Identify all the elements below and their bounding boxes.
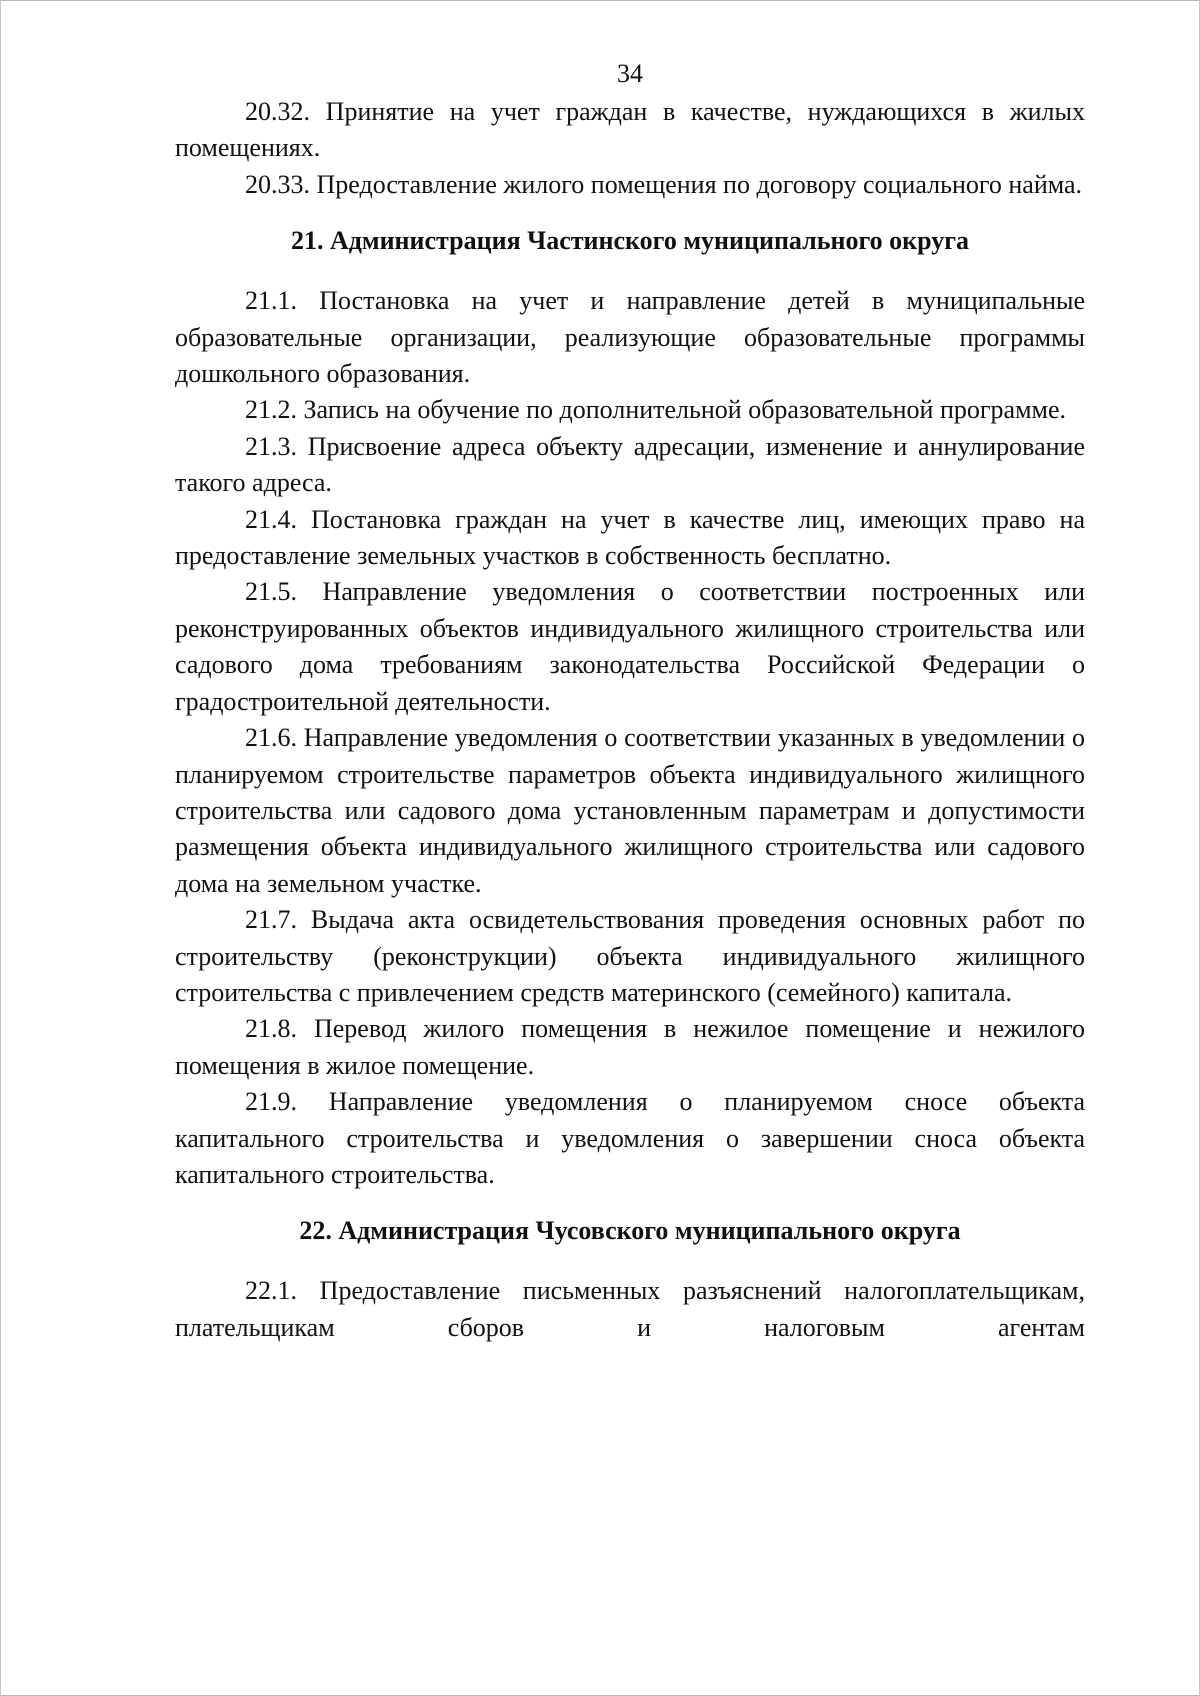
paragraph-21-5: 21.5. Направление уведомления о соответствии построенных или реконструированных объектов индивидуального жилищного строительства или садового дома требованиям законодательства Российской Федерации о градостроительной деятельности. bbox=[175, 577, 1085, 716]
paragraph-21-2: 21.2. Запись на обучение по дополнительной образовательной программе. bbox=[245, 395, 1067, 425]
paragraph-21-6: 21.6. Направление уведомления о соответствии указанных в уведомлении о планируемом строительстве параметров объекта индивидуального жилищного строительства или садового дома установленным параметрам и допустимости размещения объекта индивидуального жилищного строительства или садового дома на земельном участке. bbox=[175, 723, 1085, 898]
section-22-heading: 22. Администрация Чусовского муниципального округа bbox=[299, 1216, 961, 1246]
section-21-heading: 21. Администрация Частинского муниципального округа bbox=[290, 226, 970, 256]
paragraph-21-4: 21.4. Постановка граждан на учет в качестве лиц, имеющих право на предоставление земельных участков в собственность бесплатно. bbox=[175, 504, 1085, 571]
paragraph-21-8: 21.8. Перевод жилого помещения в нежилое помещение и нежилого помещения в жилое помещение. bbox=[175, 1014, 1085, 1080]
paragraph-21-1: 21.1. Постановка на учет и направление детей в муниципальные образовательные организации, реализующие образовательные программы дошкольного образования. bbox=[175, 286, 1085, 389]
paragraph-21-9: 21.9. Направление уведомления о планируемом сносе объекта капитального строительства и уведомления о завершении сноса объекта капитального строительства. bbox=[175, 1087, 1085, 1189]
paragraph-22-1: 22.1. Предоставление письменных разъяснений налогоплательщикам, плательщикам сборов и налоговым агентам bbox=[175, 1276, 1085, 1342]
paragraph-20-32: 20.32. Принятие на учет граждан в качестве, нуждающихся в жилых помещениях. bbox=[175, 97, 1085, 163]
page-number: 34 bbox=[617, 59, 643, 88]
scan-edge-top bbox=[0, 0, 1200, 1]
paragraph-21-3: 21.3. Присвоение адреса объекту адресации, изменение и аннулирование такого адреса. bbox=[175, 431, 1085, 498]
scan-edge-left bbox=[0, 0, 1, 1696]
document-page bbox=[175, 56, 1085, 1346]
paragraph-21-7: 21.7. Выдача акта освидетельствования проведения основных работ по строительству (реконструкции) объекта индивидуального жилищного строительства с привлечением средств материнского (семейного) капитала. bbox=[175, 905, 1085, 1007]
paragraph-20-33: 20.33. Предоставление жилого помещения по договору социального найма. bbox=[245, 169, 1083, 199]
